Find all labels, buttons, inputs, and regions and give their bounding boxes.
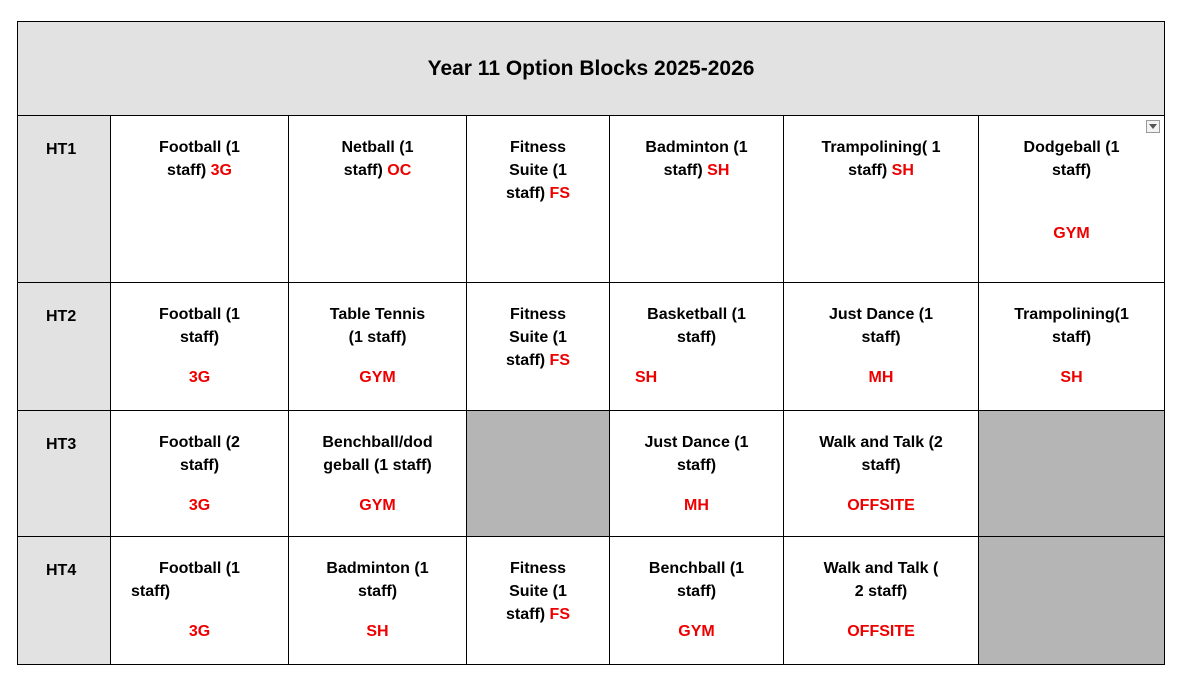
cell-ht3-2[interactable]: Benchball/dod geball (1 staff) GYM [289, 411, 467, 537]
table-title: Year 11 Option Blocks 2025-2026 [18, 22, 1165, 116]
cell-ht1-1[interactable]: Football (1 staff) 3G [111, 116, 289, 283]
row-header-ht1: HT1 [18, 116, 111, 283]
cell-ht1-5[interactable]: Trampolining( 1 staff) SH [784, 116, 979, 283]
dropdown-arrow-icon[interactable] [1146, 120, 1160, 133]
cell-ht3-1[interactable]: Football (2 staff) 3G [111, 411, 289, 537]
cell-ht2-5[interactable]: Just Dance (1 staff) MH [784, 283, 979, 411]
cell-ht2-1[interactable]: Football (1 staff) 3G [111, 283, 289, 411]
cell-ht2-3[interactable]: Fitness Suite (1 staff) FS [467, 283, 610, 411]
cell-ht2-2[interactable]: Table Tennis (1 staff) GYM [289, 283, 467, 411]
option-blocks-table [17, 21, 1165, 665]
cell-ht3-4[interactable]: Just Dance (1 staff) MH [610, 411, 784, 537]
row-header-ht4: HT4 [18, 537, 111, 665]
cell-ht3-6-empty[interactable] [979, 411, 1165, 537]
row-header-ht3: HT3 [18, 411, 111, 537]
cell-ht4-2[interactable]: Badminton (1 staff) SH [289, 537, 467, 665]
cell-ht1-6[interactable]: Dodgeball (1 staff) GYM [979, 116, 1165, 283]
cell-ht4-3[interactable]: Fitness Suite (1 staff) FS [467, 537, 610, 665]
cell-ht4-4[interactable]: Benchball (1 staff) GYM [610, 537, 784, 665]
cell-ht1-3[interactable]: Fitness Suite (1 staff) FS [467, 116, 610, 283]
cell-ht3-3-empty[interactable] [467, 411, 610, 537]
cell-ht2-4[interactable]: Basketball (1 staff) SH [610, 283, 784, 411]
cell-ht4-5[interactable]: Walk and Talk ( 2 staff) OFFSITE [784, 537, 979, 665]
cell-ht1-4[interactable]: Badminton (1 staff) SH [610, 116, 784, 283]
row-header-ht2: HT2 [18, 283, 111, 411]
cell-ht2-6[interactable]: Trampolining(1 staff) SH [979, 283, 1165, 411]
cell-ht4-1[interactable]: Football (1 staff) 3G [111, 537, 289, 665]
cell-ht1-2[interactable]: Netball (1 staff) OC [289, 116, 467, 283]
cell-ht3-5[interactable]: Walk and Talk (2 staff) OFFSITE [784, 411, 979, 537]
cell-ht4-6-empty[interactable] [979, 537, 1165, 665]
